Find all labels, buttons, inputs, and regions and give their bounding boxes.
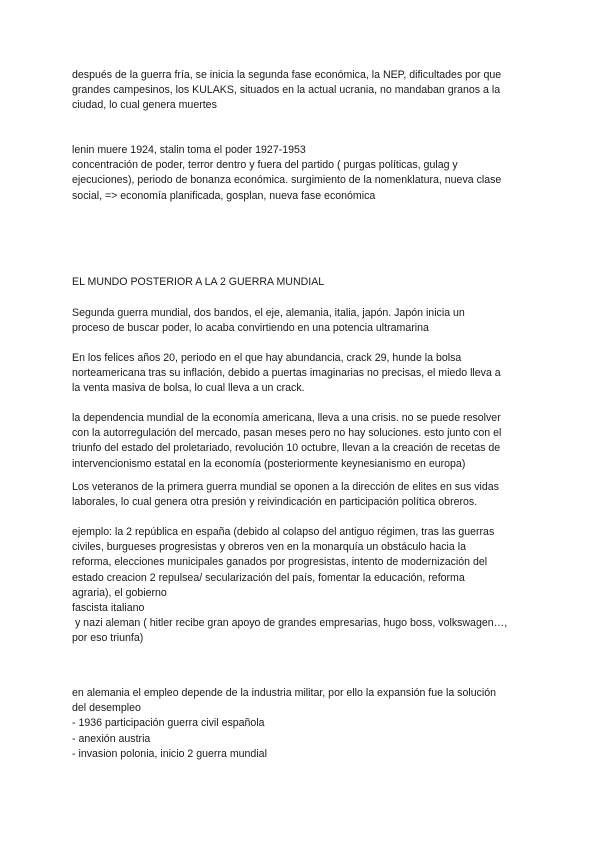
text-line: fascista italiano (72, 602, 145, 615)
heading-text: EL MUNDO POSTERIOR A LA 2 GUERRA MUNDIAL (72, 276, 325, 288)
text-line: en alemania el empleo depende de la industria militar, por ello la expansión fue la solución (72, 687, 497, 699)
text-line: concentración de poder, terror dentro y fuera del partido ( purgas políticas, gulag y (72, 159, 458, 172)
paragraph-lenin-stalin (72, 143, 532, 204)
text-line: intervencionismo estatal en la economía (posteriormente keynesianismo en europa) (72, 457, 466, 470)
paragraph-alemania (72, 686, 532, 762)
list-item: - invasion polonia, inicio 2 guerra mundial (72, 747, 267, 760)
text-line: social, => economía planificada, gosplan, nueva fase económica (72, 189, 376, 202)
list-item: - 1936 participación guerra civil española (72, 717, 265, 730)
text-line: norteamericana tras su inflación, debido a puertas imaginarias no precisas, el miedo lleva a (72, 367, 501, 380)
paragraph-ejemplo (72, 525, 532, 647)
text-line: reforma, elecciones municipales ganados por progresistas, intento de modernización del (72, 556, 488, 569)
text-line: laborales, lo cual genera otra presión y reivindicación en participación política obreros. (72, 496, 478, 509)
text-line: agraria), el gobierno (72, 586, 167, 599)
paragraph-dependencia (72, 411, 532, 472)
text-line: por eso triunfa) (72, 632, 144, 645)
list-item: - anexión austria (72, 732, 151, 745)
text-line: y nazi aleman ( hitler recibe gran apoyo de grandes empresarias, hugo boss, volkswagen…, (72, 617, 508, 630)
paragraph-nep (72, 68, 532, 114)
text-line: lenin muere 1924, stalin toma el poder 1927-1953 (72, 144, 306, 156)
text-line: ciudad, lo cual genera muertes (72, 99, 217, 112)
text-line: grandes campesinos, los KULAKS, situados en la actual ucrania, no mandaban granos a la (72, 84, 501, 97)
text-line: ejecuciones), periodo de bonanza económica. surgimiento de la nomenklatura, nueva clase (72, 174, 502, 187)
text-line: triunfo del estado del proletariado, revolución 10 octubre, llevan a la creación de recetas de (72, 442, 501, 455)
section-heading (72, 275, 532, 290)
text-line: ejemplo: la 2 república en españa (debido al colapso del antiguo régimen, tras las guerras (72, 526, 495, 538)
text-line: Segunda guerra mundial, dos bandos, el eje, alemania, italia, japón. Japón inicia un (72, 307, 465, 319)
text-line: la venta masiva de bolsa, lo cual lleva a un crack. (72, 382, 305, 395)
text-line: con la autorregulación del mercado, pasan meses pero no hay soluciones. esto junto con el (72, 427, 502, 440)
paragraph-crack-29 (72, 351, 532, 397)
text-line: Los veteranos de la primera guerra mundial se oponen a la dirección de elites en sus vidas (72, 481, 499, 493)
text-line: del desempleo (72, 702, 141, 715)
text-line: proceso de buscar poder, lo acaba convirtiendo en una potencia ultramarina (72, 322, 429, 335)
text-line: civiles, burgueses progresistas y obreros ven en la monarquía un obstáculo hacia la (72, 541, 466, 554)
text-line: estado creacion 2 repulsea/ secularización del país, fomentar la educación, reforma (72, 571, 465, 584)
text-line: después de la guerra fría, se inicia la segunda fase económica, la NEP, dificultades por que (72, 69, 502, 81)
text-line: En los felices años 20, periodo en el que hay abundancia, crack 29, hunde la bolsa (72, 352, 462, 364)
paragraph-segunda-guerra (72, 306, 532, 336)
text-line: la dependencia mundial de la economía americana, lleva a una crisis. no se puede resolver (72, 412, 501, 424)
paragraph-veteranos (72, 480, 532, 510)
